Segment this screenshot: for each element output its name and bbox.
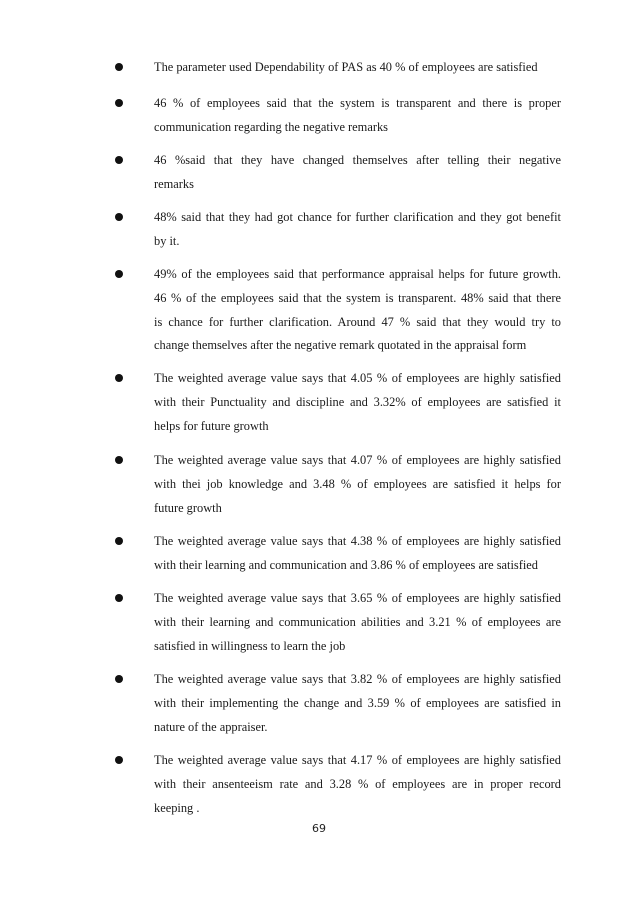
bullet-text-line: change themselves after the negative remark quotated in the appraisal form — [154, 338, 527, 352]
page-number: 69 — [312, 822, 326, 835]
bullet-text-line: nature of the appraiser. — [154, 720, 268, 734]
bullet-text-line: with their learning and communication abilities and 3.21 % of employees are — [154, 615, 561, 629]
bullet-text-line: The weighted average value says that 4.07 % of employees are highly satisfied — [154, 453, 561, 467]
bullet-text-line: with their ansenteeism rate and 3.28 % of employees are in proper record — [154, 777, 561, 791]
bullet-text-line: 46 %said that they have changed themselves after telling their negative — [154, 153, 561, 167]
bullet-marker — [115, 213, 123, 221]
bullet-marker — [115, 63, 123, 71]
bullet-text-line: by it. — [154, 234, 180, 248]
bullet-text-line: helps for future growth — [154, 419, 269, 433]
bullet-marker — [115, 675, 123, 683]
bullet-text-line: The weighted average value says that 3.65 % of employees are highly satisfied — [154, 591, 561, 605]
bullet-text-line: communication regarding the negative remarks — [154, 120, 388, 134]
bullet-text-line: with their learning and communication and 3.86 % of employees are satisfied — [154, 558, 538, 572]
bullet-text-line: 49% of the employees said that performance appraisal helps for future growth. — [154, 267, 561, 281]
bullet-text-line: remarks — [154, 177, 194, 191]
bullet-text-line: future growth — [154, 501, 222, 515]
bullet-text-line: keeping . — [154, 801, 200, 815]
bullet-marker — [115, 594, 123, 602]
bullet-text-line: The weighted average value says that 4.05 % of employees are highly satisfied — [154, 371, 561, 385]
bullet-text-line: 48% said that they had got chance for further clarification and they got benefit — [154, 210, 561, 224]
bullet-text-line: The weighted average value says that 4.38 % of employees are highly satisfied — [154, 534, 561, 548]
bullet-text-line: with their implementing the change and 3.59 % of employees are satisfied in — [154, 696, 561, 710]
bullet-text-line: with thei job knowledge and 3.48 % of employees are satisfied it helps for — [154, 477, 561, 491]
bullet-marker — [115, 537, 123, 545]
bullet-text-line: The weighted average value says that 3.82 % of employees are highly satisfied — [154, 672, 561, 686]
bullet-text-line: 46 % of the employees said that the system is transparent. 48% said that there — [154, 291, 561, 305]
bullet-marker — [115, 456, 123, 464]
bullet-marker — [115, 156, 123, 164]
bullet-text-line: with their Punctuality and discipline and 3.32% of employees are satisfied it — [154, 395, 561, 409]
bullet-marker — [115, 270, 123, 278]
bullet-marker — [115, 756, 123, 764]
bullet-text-line: satisfied in willingness to learn the job — [154, 639, 346, 653]
bullet-marker — [115, 99, 123, 107]
bullet-text-line: is chance for further clarification. Around 47 % said that they would try to — [154, 315, 561, 329]
bullet-text-line: The parameter used Dependability of PAS as 40 % of employees are satisfied — [154, 60, 538, 74]
bullet-text-line: 46 % of employees said that the system is transparent and there is proper — [154, 96, 561, 110]
bullet-text-line: The weighted average value says that 4.17 % of employees are highly satisfied — [154, 753, 561, 767]
bullet-marker — [115, 374, 123, 382]
